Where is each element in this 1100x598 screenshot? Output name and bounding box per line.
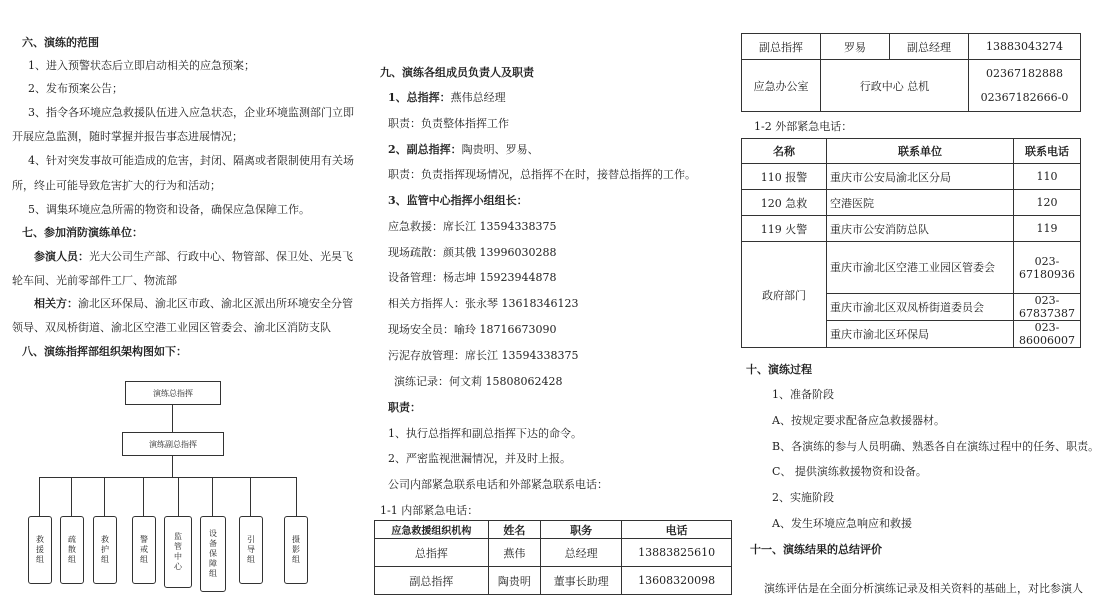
- section-11-title: 十一、演练结果的总结评价: [750, 543, 882, 556]
- org-group-photo: 摄影组: [284, 516, 308, 584]
- org-group-guide: 引导组: [239, 516, 263, 584]
- participants-line: [34, 250, 353, 264]
- table-cell: 119: [1014, 216, 1081, 242]
- table-cell: 副总指挥: [742, 34, 821, 60]
- section-8-title: 八、演练指挥部组织架构图如下：: [22, 345, 187, 358]
- s6-item: 4、针对突发事故可能造成的危害，封闭、隔离或者限制使用有关场: [28, 154, 354, 167]
- org-group-monitor: 监管中心: [164, 516, 192, 588]
- section-7-title: 七、参加消防演练单位：: [22, 226, 143, 239]
- related-line-2: 领导、双凤桥街道、渝北区空港工业园区管委会、渝北区消防支队: [12, 321, 331, 334]
- member-line: 现场安全员：喻玲 18716673090: [388, 323, 557, 336]
- table-cell: 023-67837387: [1014, 294, 1081, 321]
- member-line: 应急救援：席长江 13594338375: [388, 220, 557, 233]
- col-header: 电话: [622, 521, 732, 539]
- org-connector: [296, 477, 297, 516]
- related-line: [34, 297, 353, 311]
- org-group-cordon: 警戒组: [132, 516, 156, 584]
- contacts-intro: 公司内部紧急联系电话和外部紧急联系电话：: [388, 478, 608, 491]
- member-line: 相关方指挥人：张永琴 13618346123: [388, 297, 579, 310]
- member-line: 演练记录：何文莉 15808062428: [394, 375, 563, 388]
- table-cell: 120 急救: [742, 190, 827, 216]
- external-contacts-table: [741, 138, 1081, 348]
- office-phone-2: 02367182666-0: [980, 90, 1069, 104]
- related-text: 渝北区环保局、渝北区市政、渝北区派出所环境安全分管: [78, 297, 353, 310]
- table-cell: 政府部门: [742, 242, 827, 348]
- col-header: 联系电话: [1014, 139, 1081, 164]
- s6-item: 开展应急监测，随时掌握并报告事态进展情况；: [12, 130, 243, 143]
- table-cell: 副总指挥: [375, 567, 489, 595]
- participants-text: 光大公司生产部、行政中心、物管部、保卫处、光昊飞: [89, 250, 353, 263]
- table-cell: 120: [1014, 190, 1081, 216]
- table-cell: 13883825610: [622, 539, 732, 567]
- table-row: [742, 60, 1081, 112]
- process-item: A、按规定要求配备应急救援器材。: [772, 414, 945, 427]
- col-header: 名称: [742, 139, 827, 164]
- right-column: [738, 0, 1100, 598]
- middle-column: [370, 0, 735, 598]
- col-header: 应急救援组织机构: [375, 521, 489, 539]
- table-cell: 023-86006007: [1014, 321, 1081, 348]
- external-caption: 1-2 外部紧急电话：: [754, 120, 853, 133]
- table-row: [742, 190, 1081, 216]
- table-cell: 重庆市渝北区空港工业园区管委会: [827, 242, 1014, 294]
- process-item: A、发生环境应急响应和救援: [772, 517, 912, 530]
- col-header: 姓名: [488, 521, 540, 539]
- s6-item: 5、调集环境应急所需的物资和设备，确保应急保障工作。: [28, 203, 310, 216]
- participants-line-2: 轮车间、光前零部件工厂、物流部: [12, 274, 177, 287]
- chief-name: 燕伟总经理: [450, 91, 506, 104]
- process-item: B、各演练的参与人员明确、熟悉各自在演练过程中的任务、职责。: [772, 440, 1100, 453]
- org-group-evacuation: 疏散组: [60, 516, 84, 584]
- process-item: C、 提供演练救援物资和设备。: [772, 465, 927, 478]
- table-cell: 13883043274: [969, 34, 1081, 60]
- table-row: [742, 242, 1081, 294]
- office-phone-1: 02367182888: [986, 66, 1063, 80]
- table-header-row: [375, 521, 732, 539]
- table-cell: 023-67180936: [1014, 242, 1081, 294]
- org-group-rescue: 救援组: [28, 516, 52, 584]
- chief-duty: 职责：负责整体指挥工作: [388, 117, 509, 130]
- table-row: [742, 164, 1081, 190]
- chief-label: 1、总指挥：: [388, 91, 451, 104]
- org-connector: [71, 477, 72, 516]
- monitor-title: 3、监管中心指挥小组组长：: [388, 194, 528, 207]
- related-label: 相关方：: [34, 297, 78, 310]
- org-connector: [172, 455, 173, 477]
- org-group-equipment: 设备保障组: [200, 516, 226, 592]
- deputy-line: [388, 143, 539, 157]
- s11-text: 演练评估是在全面分析演练记录及相关资料的基础上，对比参演人: [764, 582, 1083, 595]
- table-cell: 应急办公室: [742, 60, 821, 112]
- table-cell: 110: [1014, 164, 1081, 190]
- org-deputy-box: 演练副总指挥: [122, 432, 224, 456]
- org-connector: [250, 477, 251, 516]
- section-10-title: 十、演练过程: [746, 363, 812, 376]
- table-row: [375, 567, 732, 595]
- org-connector: [178, 477, 179, 516]
- table-cell: 行政中心 总机: [821, 60, 969, 112]
- s6-item: 所，终止可能导致危害扩大的行为和活动；: [12, 179, 221, 192]
- org-connector: [39, 477, 296, 478]
- internal-caption: 1-1 内部紧急电话：: [380, 504, 479, 517]
- deputy-name: 陶贵明、罗易、: [461, 143, 539, 156]
- s6-item: 2、发布预案公告；: [28, 82, 123, 95]
- table-cell: 罗易: [821, 34, 890, 60]
- chief-line: [388, 91, 506, 105]
- table-cell: 燕伟: [488, 539, 540, 567]
- table-row: [742, 34, 1081, 60]
- process-item: 1、准备阶段: [772, 388, 834, 401]
- table-cell: 重庆市公安局渝北区分局: [827, 164, 1014, 190]
- s6-item: 1、进入预警状态后立即启动相关的应急预案；: [28, 59, 255, 72]
- table-cell: 110 报警: [742, 164, 827, 190]
- duty-title: 职责：: [388, 401, 421, 414]
- table-cell: 空港医院: [827, 190, 1014, 216]
- table-cell: 副总经理: [890, 34, 969, 60]
- deputy-duty: 职责：负责指挥现场情况，总指挥不在时，接替总指挥的工作。: [388, 168, 696, 181]
- member-line: 污泥存放管理：席长江 13594338375: [388, 349, 579, 362]
- duty-item: 2、严密监视泄漏情况，并及时上报。: [388, 452, 571, 465]
- col-header: 职务: [541, 521, 622, 539]
- table-row: [742, 216, 1081, 242]
- section-6-title: 六、演练的范围: [22, 36, 99, 49]
- member-line: 设备管理：杨志坤 15923944878: [388, 271, 557, 284]
- process-item: 2、实施阶段: [772, 491, 834, 504]
- table-cell: 119 火警: [742, 216, 827, 242]
- table-cell: 13608320098: [622, 567, 732, 595]
- table-header-row: [742, 139, 1081, 164]
- table-cell: 董事长助理: [541, 567, 622, 595]
- internal-contacts-table: [374, 520, 732, 595]
- org-connector: [104, 477, 105, 516]
- internal-contacts-table-continued: [741, 33, 1081, 112]
- table-cell: 陶贵明: [488, 567, 540, 595]
- org-connector: [39, 477, 40, 516]
- table-cell: 重庆市渝北区双凤桥街道委员会: [827, 294, 1014, 321]
- member-line: 现场疏散：颜其俄 13996030288: [388, 246, 557, 259]
- table-cell: [969, 60, 1081, 112]
- org-group-firstaid: 救护组: [93, 516, 117, 584]
- left-column: [0, 0, 365, 598]
- section-9-title: 九、演练各组成员负责人及职责: [380, 66, 534, 79]
- table-cell: 总指挥: [375, 539, 489, 567]
- duty-item: 1、执行总指挥和副总指挥下达的命令。: [388, 427, 582, 440]
- org-connector: [212, 477, 213, 516]
- org-connector: [143, 477, 144, 516]
- table-cell: 重庆市公安消防总队: [827, 216, 1014, 242]
- table-cell: 总经理: [541, 539, 622, 567]
- org-chief-box: 演练总指挥: [125, 381, 221, 405]
- org-connector: [172, 404, 173, 432]
- deputy-label: 2、副总指挥：: [388, 143, 462, 156]
- participants-label: 参演人员：: [34, 250, 89, 263]
- col-header: 联系单位: [827, 139, 1014, 164]
- table-row: [375, 539, 732, 567]
- s6-item: 3、指令各环境应急救援队伍进入应急状态，企业环境监测部门立即: [28, 106, 354, 119]
- table-cell: 重庆市渝北区环保局: [827, 321, 1014, 348]
